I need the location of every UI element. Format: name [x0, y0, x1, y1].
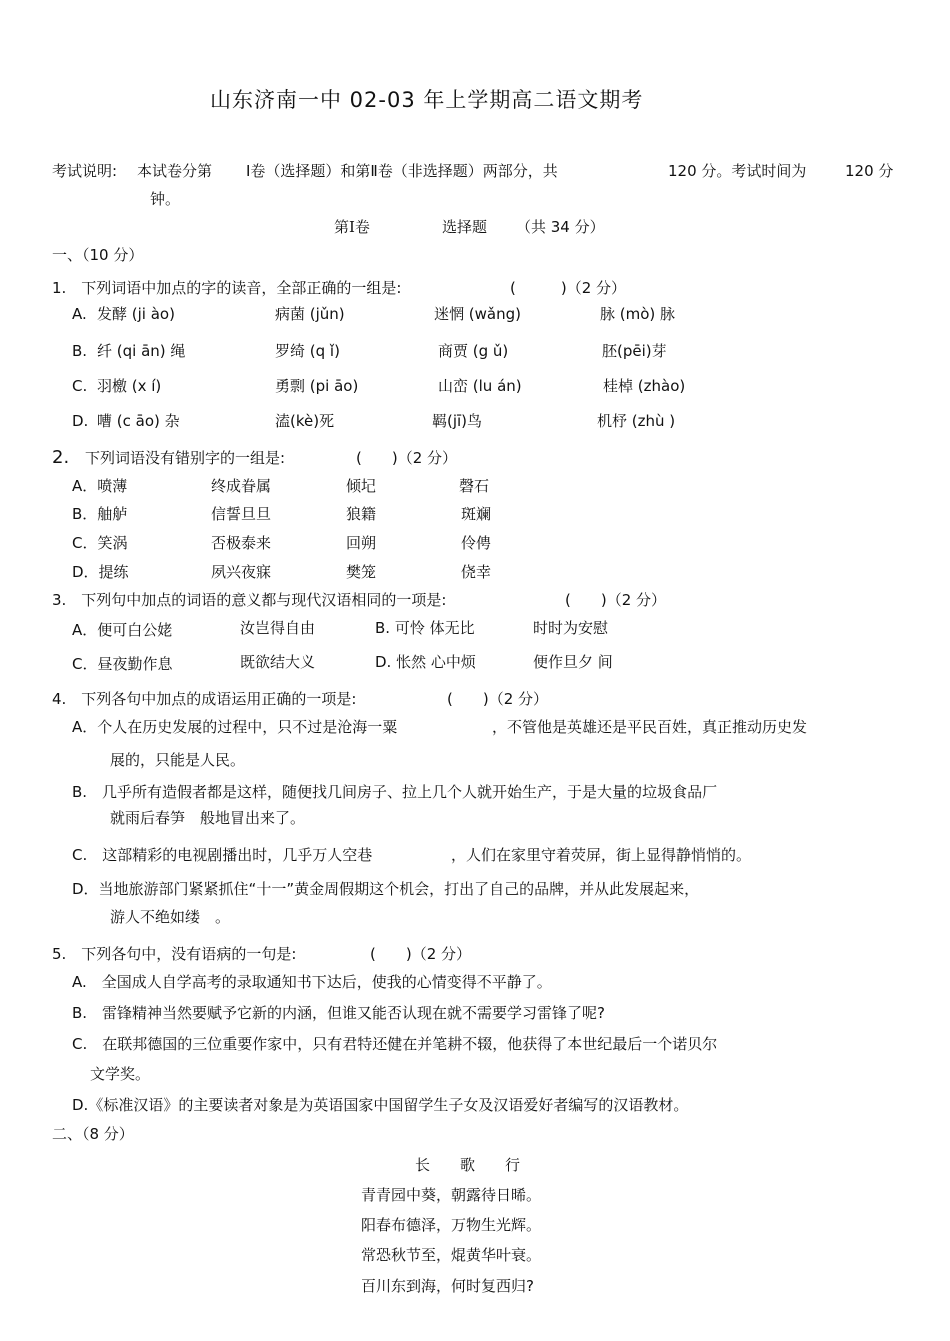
- poem-line: 百川东到海，何时复西归?: [361, 1277, 534, 1295]
- poem-line: 阳春布德泽，万物生光辉。: [361, 1216, 542, 1234]
- poem-line: 青青园中葵，朝露待日晞。: [361, 1186, 542, 1204]
- section-one-heading: 一、（10 分）: [52, 246, 144, 264]
- poem-title: 长 歌 行: [415, 1156, 521, 1174]
- section-two-heading: 二、（8 分）: [52, 1125, 134, 1143]
- poem-line: 常恐秋节至，焜黄华叶衰。: [361, 1246, 542, 1264]
- page-title: 山东济南一中 02-03 年上学期高二语文期考: [210, 88, 644, 112]
